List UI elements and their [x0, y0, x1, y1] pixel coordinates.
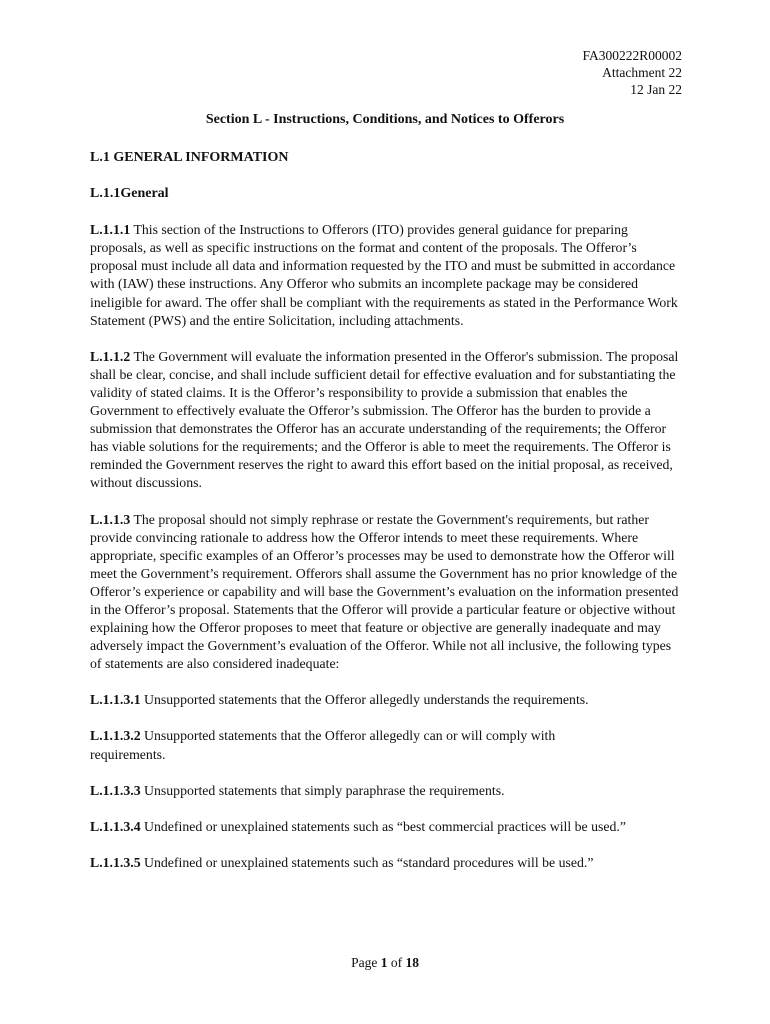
- paragraph-text: Unsupported statements that simply paraphrase the requirements.: [140, 782, 505, 798]
- paragraph-text: This section of the Instructions to Offerors (ITO) provides general guidance for preparing proposals, as well as specific instructions on the format and content of the proposals. The Offeror’s proposal must include all data and information requested by the ITO and must be submitted in accordance with (IAW) these instructions. Any Offeror who submits an incomplete package may be considered ineligible for award. The offer shall be compliant with the requirements as stated in the Performance Work Statement (PWS) and the entire Solicitation, including attachments.: [90, 222, 678, 328]
- paragraph-l-1-1-3: [90, 511, 680, 674]
- paragraph-l-1-1-3-4: [90, 818, 680, 836]
- paragraph-number: L.1.1.1: [90, 222, 131, 238]
- paragraph-number: L.1.1.3.3: [90, 782, 141, 798]
- paragraph-text: Undefined or unexplained statements such as “standard procedures will be used.”: [140, 854, 594, 870]
- paragraph-text: The proposal should not simply rephrase or restate the Government's requirements, but rather provide convincing rationale to address how the Offeror intends to meet these requirements. Where appropriate, specific examples of an Offeror’s processes may be used to demonstrate how the Offeror will meet the Government’s requirement. Offerors shall assume the Government has no prior knowledge of the Offeror’s experience or capability and will base the Government’s evaluation on the information presented in the Offeror’s proposal. Statements that the Offeror will provide a particular feature or objective without explaining how the Offeror proposes to meet that feature or objective are generally inadequate and may adversely impact the Government’s evaluation of the Offeror. While not all inclusive, the following types of statements are also considered inadequate:: [90, 511, 679, 672]
- paragraph-number: L.1.1.3.2: [90, 728, 141, 744]
- total-pages-number: 18: [405, 955, 419, 970]
- paragraph-number: L.1.1.3: [90, 511, 131, 527]
- document-body: [90, 149, 680, 890]
- paragraph-number: L.1.1.2: [90, 348, 131, 364]
- section-title: Section L - Instructions, Conditions, and Notices to Offerors: [205, 112, 565, 127]
- page-word: Page: [351, 955, 381, 970]
- paragraph-number: L.1.1.3.1: [90, 692, 141, 708]
- page-footer: [0, 955, 770, 971]
- document-number: FA300222R00002: [582, 48, 682, 63]
- paragraph-number: L.1.1.3.5: [90, 854, 141, 870]
- paragraph-l-1-1-3-2: [90, 727, 610, 763]
- paragraph-l-1-1-3-3: [90, 782, 680, 800]
- general-information-heading: L.1 GENERAL INFORMATION: [90, 150, 289, 165]
- paragraph-l-1-1-1: [90, 221, 680, 330]
- paragraph-text: Unsupported statements that the Offeror allegedly understands the requirements.: [140, 692, 589, 708]
- of-word: of: [387, 955, 406, 970]
- general-subheading: L.1.1General: [90, 186, 169, 202]
- attachment-label: Attachment 22: [602, 65, 682, 80]
- paragraph-text: Undefined or unexplained statements such as “best commercial practices will be used.”: [140, 818, 626, 834]
- current-page-number: 1: [380, 955, 388, 970]
- document-date: 12 Jan 22: [630, 82, 682, 97]
- paragraph-l-1-1-2: [90, 348, 680, 493]
- paragraph-number: L.1.1.3.4: [90, 818, 141, 834]
- paragraph-l-1-1-3-5: [90, 854, 680, 872]
- document-header: [582, 47, 682, 98]
- paragraph-text: The Government will evaluate the information presented in the Offeror's submission. The proposal shall be clear, concise, and shall include sufficient detail for effective evaluation and for substantiating the validity of stated claims. It is the Offeror’s responsibility to provide a submission that enables the Government to effectively evaluate the Offeror’s submission. The Offeror has the burden to provide a submission that demonstrates the Offeror has an accurate understanding of the requirements; the Offeror has viable solutions for the requirements; and the Offeror is able to meet the requirements. The Offeror is reminded the Government reserves the right to award this effort based on the initial proposal, as received, without discussions.: [90, 348, 679, 491]
- paragraph-l-1-1-3-1: [90, 691, 680, 709]
- paragraph-text: Unsupported statements that the Offeror allegedly can or will comply with requirements.: [90, 728, 556, 762]
